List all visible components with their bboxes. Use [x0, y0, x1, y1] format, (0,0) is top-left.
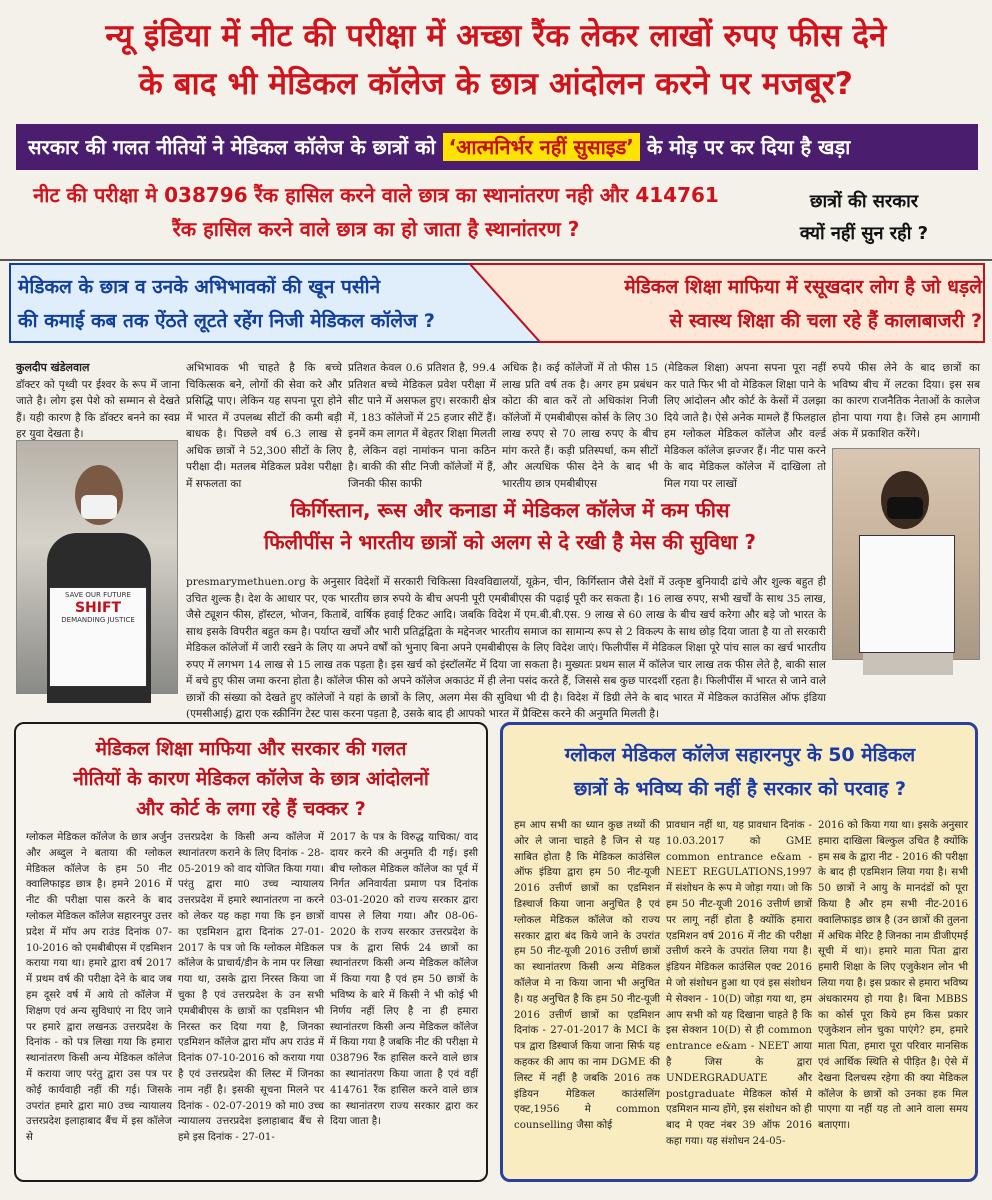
purple-band-highlight: ‘आत्मनिर्भर नहीं सुसाइड’: [443, 133, 640, 161]
box-left-head-line-2: नीतियों के कारण मेडिकल कॉलेज के छात्र आंदोलनों: [73, 768, 429, 790]
headline-line-1: न्यू इंडिया में नीट की परीक्षा में अच्छा रैंक लेकर लाखों रुपए फीस देने: [105, 18, 887, 54]
band-left-headline: [18, 270, 538, 338]
box-right-col-1: हम आप सभी का ध्यान कुछ तथ्यों की ओर ले जाना चाहते है जिन से यह साबित होता है कि मेडिकल काउंसिल ऑफ इंडिया द्वारा हम 50 नीट-यूजी 2016 उत्तीर्ण छात्रों का एडमिशन डिस्चार्ज किया जाना अनुचित है एवं ग्लोकल मेडिकल कॉलेज को राज्य सरकार द्वारा बंद किये जाने के उपरांत हम 50 नीट-यूजी 2016 उत्तीर्ण छात्रों का स्थानांतरण किसी अन्य मेडिकल कॉलेज मे ना किया जाना भी अनुचित है। यह अनुचित है कि हम 50 नीट-यूजी 2016 उत्तीर्ण छात्रों का एडमिशन दिनांक - 27-01-2017 के MCI के पत्र द्वारा डिस्चार्ज किया जाना सिर्फ यह कहकर की आप का नाम DGME की लिस्ट में नहीं है जबकि 2016 तक इंडियन मेडिकल काउंसलिंग एक्ट,1956 मे common counselling जैसा कोई: [514, 820, 660, 1132]
side-question: [754, 186, 974, 250]
main-headline: [0, 12, 992, 108]
box-left-headline: [22, 734, 480, 824]
band-right-line-2: से स्वास्थ शिक्षा की चला रहे हैं कालाबाजरी ?: [669, 310, 982, 332]
purple-band-before: सरकार की गलत नीतियों ने मेडिकल कॉलेज के छात्रों को: [28, 135, 436, 159]
photo-left-placard: [49, 587, 147, 687]
box-right-col-2: प्रावधान नहीं था, यह प्रावधान दिनांक - 10.03.2017 को GME common entrance e&am - NEET REGULATIONS,1997 में संशोधन के रूप मे जोड़ा गया। जो कि हम 50 नीट-यूजी 2016 उत्तीर्ण छात्रों पर लागू नहीं होता है क्योंकि हमारा एडमिशन वर्ष 2016 में नीट की परीक्षा उत्तीर्ण करने के उपरांत लिया गया है। इंडियन मेडिकल काउंसिल एक्ट 2016 मे जो संशोधन हुआ था एवं इस संशोधन मे सेक्शन - 10(D) जोड़ा गया था, हम आप सभी को यह दिखाना चाहते है कि इस सेक्शन 10(D) से ही common entrance e&am - NEET आया है जिस के द्वारा UNDERGRADUATE और postgraduate मेडिकल कोर्स मे एडमिशन मान्य होंगे, इस संशोधन को ही बाद मे एक्ट नंबर 39 ऑफ 2016 कहा गया। यह संशोधन 24-05-: [666, 820, 812, 1147]
box-left-col-3: 2017 के पत्र के विरुद्ध याचिका/ वाद दायर करने की अनुमति दी गई। इसी बीच ग्लोकल मेडिकल कॉलेज का पूर्व में निर्गत अनिवार्यता प्रमाण पत्र दिनांक 03-01-2020 को राज्य सरकार द्वारा वापस ले लिया गया। और 08-06-2020 के राज्य सरकार उत्तरप्रदेश के पत्र के द्वारा सिर्फ 24 छात्रों का स्थानांतरण किसी अन्य मेडिकल कॉलेज में किया गया है एवं हम 50 छात्रों के भविष्य के बारे में किसी ने भी कोई भी निर्णय नहीं लिए है ना ही हमारा स्थानांतरण किसी अन्य मेडिकल कॉलेज में किया गया है जबकि नीट की परीक्षा मे 038796 रैंक हासिल करने वाले छात्र का स्थानांतरण किया जाता है एवं वहीं 414761 रैंक हासिल करने वाले छात्र का स्थानांतरण राज्य सरकार द्वारा कर दिया जाता है।: [330, 832, 478, 1128]
rank-question-line-1: नीट की परीक्षा मे 038796 रैंक हासिल करने वाले छात्र का स्थानांतरण नही और 414761: [33, 183, 719, 207]
mid-headline-line-1: किर्गिस्तान, रूस और कनाडा में मेडिकल कॉलेज में कम फीस: [290, 498, 730, 522]
rank-question: [16, 178, 736, 246]
side-question-line-1: छात्रों की सरकार: [809, 191, 919, 212]
article-col-1-text: डॉक्टर को पृथ्वी पर ईश्वर के रूप में जाना जाते है। लोग इस पेशे को सम्मान से देखते हैं। यही कारण है कि डॉक्टर बनने का स्वप्न हर युवा देखता है।: [16, 378, 180, 440]
rank-question-line-2: रैंक हासिल करने वाले छात्र का हो जाता है स्थानांतरण ?: [172, 217, 580, 241]
side-question-line-2: क्यों नहीं सुन रही ?: [799, 223, 929, 244]
placard-left-tag: DEMANDING JUSTICE: [61, 616, 135, 624]
mid-headline: [200, 494, 820, 558]
article-col-1: [16, 360, 180, 438]
placard-left-small: SAVE OUR FUTURE: [65, 591, 131, 599]
band-left-line-2: की कमाई कब तक ऐंठते लूटते रहेंग निजी मेडिकल कॉलेज ?: [18, 310, 435, 332]
mid-headline-line-2: फिलीपींस ने भारतीय छात्रों को अलग से दे रखी है मेस की सुविधा ?: [263, 530, 757, 554]
band-right-line-1: मेडिकल शिक्षा माफिया में रसूखदार लोग है जो धड़ले: [624, 276, 982, 298]
purple-band-after: के मोड़ पर कर दिया है खड़ा: [646, 135, 851, 159]
box-right-head-line-1: ग्लोकल मेडिकल कॉलेज सहारनपुर के 50 मेडिकल: [564, 744, 916, 766]
protest-photo-right: [832, 448, 980, 660]
box-right-col-3: 2016 को किया गया था। इसके अनुसार हमारा दाखिला बिल्कुल उचित है क्योंकि हम सब के द्वारा नीट - 2016 की परीक्षा के बाद ही एडमिशन लिया गया है। सभी 50 छात्रों ने आयु के मानदंडों को पूरा किया है और हम सभी नीट-2016 क्वालिफाइड छात्र है (उन छात्रों की तुलना में अधिक मेरिट है जिनका नाम डीजीएमई सूची में था)। हमारे माता पिता द्वारा हमारी शिक्षा के लिए एजुकेशन लोन भी लिया गया है। इस प्रकार से हमारा भविष्य अंधकारमय हो गया है। बिना MBBS का कोर्स पूरा किये हम किस प्रकार एजुकेशन लोन चुका पाएंगे? हम, हमारे माता पिता, हमारा पूरा परिवार मानसिक एवं आर्थिक स्थिति से पीड़ित है। ऐसे में देखना दिलचस्प रहेगा की क्या मेडिकल कॉलेज के छात्रों को उनका हक मिल पाएगा या नहीं यह तो आने वाला समय बताएगा।: [818, 820, 968, 1132]
article-col-6: रुपये फीस लेने के बाद छात्रों का भविष्य बीच में लटका दिया। इस सब का कारण राजनैतिक नेताओं के कालेज होना पाया गया है। जिसे हम आगामी अंक में प्रकाशित करेंगे।: [832, 362, 980, 440]
article-author: कुलदीप खंडेलवाल: [16, 361, 90, 374]
headline-line-2: के बाद भी मेडिकल कॉलेज के छात्र आंदोलन करने पर मजबूर?: [138, 66, 854, 102]
placard-left-big: SHIFT: [74, 600, 122, 616]
article-col-5: (मेडिकल शिक्षा) अपना सपना पूरा नहीं कर पाते फिर भी वो मेडिकल शिक्षा पाने के लिए आंदोलन और कोर्ट के केसों में उलझा दिये जाते है। ऐसे अनेक मामले हैं फिलहाल हम ग्लोकल मेडिकल कॉलेज और वर्ल्ड मेडिकल कॉलेज झज्जर हैं। नीट पास करने के बाद मेडिकल कॉलेज में दाखिला तो मिल गया पर लाखों: [664, 362, 826, 490]
purple-subhead-band: [16, 124, 978, 170]
box-left-col-2: उत्तरप्रदेश के किसी अन्य कॉलेज में स्थानांतरण कराने के लिए दिनांक - 28-05-2019 को वाद योजित किया गया। परंतु द्वारा मा0 उच्च न्यायालय उत्तरप्रदेश में हमारे स्थानांतरण ना करने को लेकर यह कहा गया कि इन छात्रों का एडमिशन द्वारा दिनांक 27-01-2017 के पत्र जो कि ग्लोकल मेडिकल कॉलेज के प्राचार्य/डीन के नाम पर लिखा गया था, उसके द्वारा निरस्त किया जा चुका है एवं उत्तरप्रदेश के उन सभी एमबीबीएस के छात्रों का एडमिशन भी निरस्त कर दिया गया है, जिनका एडमिशन कॉलेज द्वारा मॉप अप राउंड में दिनांक 07-10-2016 को कराया गया है एवं उत्तरप्रदेश की लिस्ट में जिनका नाम नहीं है। इसकी सूचना मिलने पर दिनांक - 02-07-2019 को मा0 उच्च न्यायालय उत्तरप्रदेश इलाहाबाद बैंच से हमे इस दिनांक - 27-01-: [178, 832, 324, 1144]
protest-photo-left: [16, 440, 178, 694]
box-right-headline: [510, 738, 970, 806]
box-left-head-line-1: मेडिकल शिक्षा माफिया और सरकार की गलत: [95, 738, 407, 760]
photo-right-placard: [859, 535, 955, 653]
mid-article-text: presmarymethuen.org के अनुसार विदेशों में सरकारी चिकित्सा विश्वविद्यालयों, यूक्रेन, चीन, किर्गिस्तान जैसे देशों में उत्कृष्ट बुनियादी ढांचे और शुल्क बहुत ही उचित शुल्क है। देश के आधार पर, एक भारतीय छात्र रुपये के बीच अपनी पूरी एमबीबीएस की पढ़ाई पूरी कर सकता है। 16 लाख रुपए, सभी खर्चों के साथ 35 लाख, जैसे ट्यूशन फीस, हॉस्टल, भोजन, किताबें, वार्षिक हवाई टिकट आदि। जबकि विदेश में एम.बी.बी.एस. 9 लाख से 60 लाख के बीच खर्च करेगा और बड़े जो भारत के साथ इसके विपरीत बहुत कम है। पर्याप्त खर्चों और भारी प्रतिद्वंद्विता के मद्देनजर भारतीय समाज का सामान्य रूप से 2 विकल्प के साथ छोड़ दिया जाता है या तो सरकारी मेडिकल कॉलेजों में जारी रखने के लिए या अपने वर्षों को भुनाए बिना अपने एमबीबीएस के लिए विदेश जाएं। फिलीपींस में मेडिकल शिक्षा पूरे पांच साल का खर्च भारतीय रुपए में लगभग 14 लाख से 15 लाख तक पड़ता है। इस खर्च को इंस्टॉलमेंट में दिया जा सकता है। मुख्यतः प्रथम साल में कॉलेज चार लाख तक फीस लेते है, बाकी साल में बचे हुए फीस जमा करना होता है। कॉलेज फीस को अपने कॉलेज अकाउंट में ही लेना पसंद करते हैं, जिससे सब कुछ पारदर्शी रहता है। फिलीपींस में भारत से जाने वाले छात्रों की संख्या को देखते हुए कॉलेजों ने यहां के छात्रों के लिए, अलग मेस की सुविधा भी दी है। विदेश में डिग्री लेने के बाद भारत में मेडिकल काउंसिल ऑफ इंडिया (एमसीआई) द्वारा एक स्क्रीनिंग टेस्ट पास करना पड़ता है, उसके बाद ही आपको भारत में प्रैक्टिस करने की अनुमति मिलती है।: [186, 576, 826, 720]
box-left-head-line-3: और कोर्ट के लगा रहे हैं चक्कर ?: [136, 798, 366, 820]
photo-right-mask: [887, 497, 923, 519]
article-col-4: अधिक है। कई कॉलेजों में तो फीस 15 लाख प्रति वर्ष तक है। अगर हम प्रबंधन कोटा की बात करें तो अधिकांश निजी कॉलेजों में एमबीबीएस कोर्स के लिए 30 लाख रुपए से 70 लाख रुपए के बीच मांग करते हैं। कड़ी प्रतिस्पर्धा, कम सीटों और अत्यधिक फीस देने के बाद भी भारतीय छात्र एमबीबीएस: [502, 362, 658, 490]
article-col-3: प्रतिशत केवल 0.6 प्रतिशत है, 99.4 प्रतिशत बच्चे मेडिकल प्रवेश परीक्षा में सीट पाने में असफल हुए। सरकारी क्षेत्र में, 183 कॉलेजों में 25 हजार सीटें हैं। इनमें कम लागत में बेहतर शिक्षा मिलती है, लेकिन वहां नामांकन पाना कठिन है। बाकी की सीट निजी कॉलेजों में हैं, जिनकी फीस काफी: [348, 362, 496, 490]
photo-left-mask: [81, 495, 117, 519]
box-left-col-1: ग्लोकल मेडिकल कॉलेज के छात्र अर्जुन और अब्दुल ने बताया की ग्लोकल मेडिकल कॉलेज के हम 50 नीट क्वालिफाइड छात्र है। हमने 2016 में नीट की परीक्षा पास करने के बाद ग्लोकल मेडिकल कॉलेज सहारनपुर उत्तर प्रदेश में मॉप अप राउंड दिनांक 07-10-2016 को एमबीबीएस में एडमिशन कराया गया था। हमारे द्वारा वर्ष 2017 में प्रथम वर्ष की परीक्षा देने के बाद जब हम दूसरे वर्ष में आये तो कॉलेज में शिक्षण एवं अन्य सुविधाएं ना दिए जाने पर हमारे द्वारा लखनऊ उत्तरप्रदेश के दिनांक - को पत्र लिखा गया कि हमारा स्थानांतरण किसी अन्य मेडिकल कॉलेज में कराया जाए परंतु द्वारा उस पत्र पर कोई कार्यवाही नहीं की गई। जिसके उपरांत हमारे द्वारा मा0 उच्च न्यायालय उत्तरप्रदेश इलाहाबाद बैंच में इस कॉलेज से: [26, 832, 172, 1144]
box-right-head-line-2: छात्रों के भविष्य की नहीं है सरकार को परवाह ?: [573, 778, 907, 800]
article-col-2: अभिभावक भी चाहते है कि बच्चे चिकित्सक बने, लोगों की सेवा करे और प्रसिद्धि पाए। लेकिन यह सपना पूरा होने में भारत में उपलब्ध सीटों की कमी बड़ी बाधक है। पिछले वर्ष 6.3 लाख से अधिक छात्रों ने 52,300 सीटों के लिए परीक्षा दी। मतलब मेडिकल प्रवेश परीक्षा में सफलता का: [186, 362, 342, 490]
band-left-line-1: मेडिकल के छात्र व उनके अभिभावकों की खून पसीने: [18, 276, 381, 298]
band-right-headline: [512, 270, 982, 338]
